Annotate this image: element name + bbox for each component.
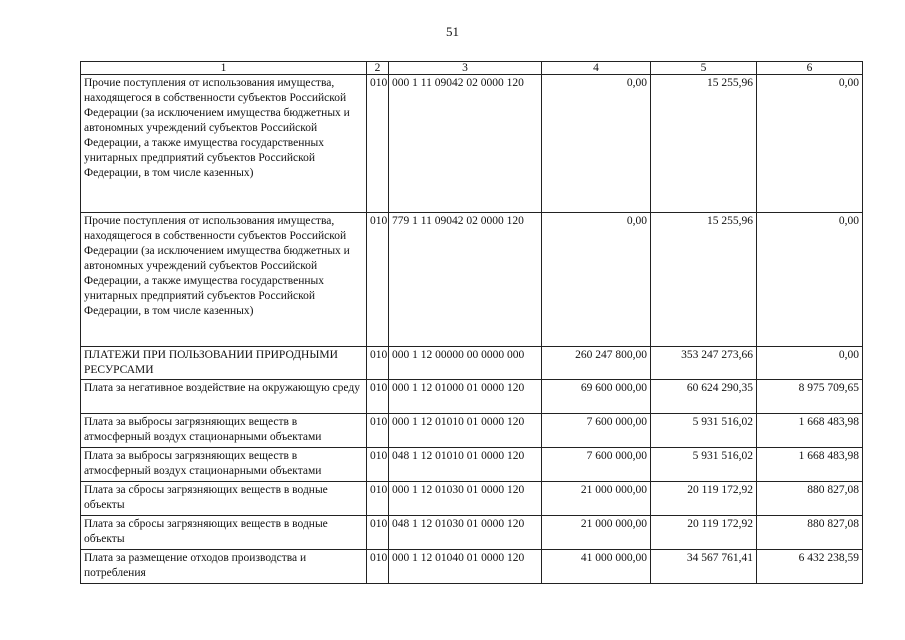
row-fact: 34 567 761,41 [651, 550, 757, 584]
row-admin-code: 010 [367, 482, 389, 516]
column-header: 4 [542, 62, 651, 75]
table-row [81, 414, 863, 448]
column-header: 1 [81, 62, 367, 75]
row-budget-code: 000 1 12 01030 01 0000 120 [389, 482, 542, 516]
row-fact: 60 624 290,35 [651, 380, 757, 414]
row-name: Плата за сбросы загрязняющих веществ в водные объекты [81, 516, 367, 550]
row-fact: 20 119 172,92 [651, 482, 757, 516]
budget-table [80, 61, 863, 584]
row-fact: 20 119 172,92 [651, 516, 757, 550]
table-row [81, 213, 863, 347]
row-plan: 21 000 000,00 [542, 482, 651, 516]
row-budget-code: 000 1 12 00000 00 0000 000 [389, 347, 542, 380]
row-admin-code: 010 [367, 380, 389, 414]
row-plan: 69 600 000,00 [542, 380, 651, 414]
row-fact: 5 931 516,02 [651, 414, 757, 448]
row-budget-code: 048 1 12 01010 01 0000 120 [389, 448, 542, 482]
row-plan: 21 000 000,00 [542, 516, 651, 550]
row-budget-code: 048 1 12 01030 01 0000 120 [389, 516, 542, 550]
row-plan: 7 600 000,00 [542, 448, 651, 482]
row-plan: 0,00 [542, 75, 651, 213]
column-header: 5 [651, 62, 757, 75]
row-diff: 1 668 483,98 [757, 414, 863, 448]
table-row [81, 380, 863, 414]
table-row [81, 75, 863, 213]
row-admin-code: 010 [367, 75, 389, 213]
row-diff: 880 827,08 [757, 482, 863, 516]
column-header: 6 [757, 62, 863, 75]
row-diff: 880 827,08 [757, 516, 863, 550]
row-name: Плата за размещение отходов производства и потребления [81, 550, 367, 584]
row-name: Плата за выбросы загрязняющих веществ в атмосферный воздух стационарными объектами [81, 448, 367, 482]
table-row [81, 448, 863, 482]
row-name: Плата за выбросы загрязняющих веществ в атмосферный воздух стационарными объектами [81, 414, 367, 448]
row-fact: 15 255,96 [651, 213, 757, 347]
row-budget-code: 000 1 12 01010 01 0000 120 [389, 414, 542, 448]
row-plan: 0,00 [542, 213, 651, 347]
row-diff: 6 432 238,59 [757, 550, 863, 584]
column-header: 3 [389, 62, 542, 75]
row-fact: 5 931 516,02 [651, 448, 757, 482]
row-diff: 8 975 709,65 [757, 380, 863, 414]
row-diff: 0,00 [757, 347, 863, 380]
row-diff: 1 668 483,98 [757, 448, 863, 482]
row-diff: 0,00 [757, 75, 863, 213]
row-name: Прочие поступления от использования имущества, находящегося в собственности субъектов Российской Федерации (за исключением имущества бюджетных и автономных учреждений субъектов Российской Федерации, а также имущества государственных унитарных предприятий субъектов Российской Федерации, в том числе казенных) [81, 213, 367, 347]
row-budget-code: 000 1 11 09042 02 0000 120 [389, 75, 542, 213]
table-row [81, 550, 863, 584]
row-fact: 15 255,96 [651, 75, 757, 213]
row-admin-code: 010 [367, 550, 389, 584]
row-admin-code: 010 [367, 516, 389, 550]
table-row [81, 516, 863, 550]
row-budget-code: 000 1 12 01040 01 0000 120 [389, 550, 542, 584]
row-budget-code: 000 1 12 01000 01 0000 120 [389, 380, 542, 414]
row-budget-code: 779 1 11 09042 02 0000 120 [389, 213, 542, 347]
row-plan: 7 600 000,00 [542, 414, 651, 448]
row-diff: 0,00 [757, 213, 863, 347]
table-header-row [81, 62, 863, 75]
table-row [81, 482, 863, 516]
row-plan: 260 247 800,00 [542, 347, 651, 380]
row-admin-code: 010 [367, 414, 389, 448]
row-admin-code: 010 [367, 213, 389, 347]
row-plan: 41 000 000,00 [542, 550, 651, 584]
row-name: Плата за негативное воздействие на окружающую среду [81, 380, 367, 414]
column-header: 2 [367, 62, 389, 75]
table-row [81, 347, 863, 380]
row-fact: 353 247 273,66 [651, 347, 757, 380]
row-name: ПЛАТЕЖИ ПРИ ПОЛЬЗОВАНИИ ПРИРОДНЫМИ РЕСУРСАМИ [81, 347, 367, 380]
row-name: Плата за сбросы загрязняющих веществ в водные объекты [81, 482, 367, 516]
page-number: 51 [446, 24, 459, 39]
row-admin-code: 010 [367, 347, 389, 380]
row-name: Прочие поступления от использования имущества, находящегося в собственности субъектов Российской Федерации (за исключением имущества бюджетных и автономных учреждений субъектов Российской Федерации, а также имущества государственных унитарных предприятий субъектов Российской Федерации, в том числе казенных) [81, 75, 367, 213]
row-admin-code: 010 [367, 448, 389, 482]
